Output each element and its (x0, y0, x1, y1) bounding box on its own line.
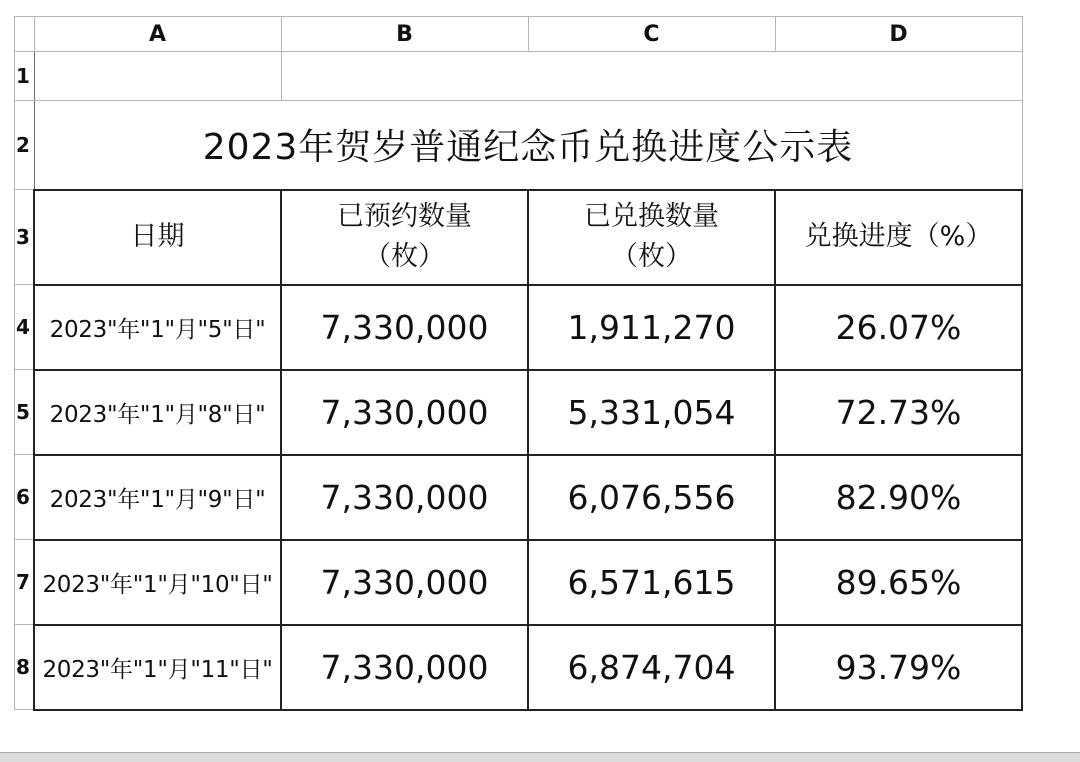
reserved-cell[interactable]: 7,330,000 (281, 285, 528, 370)
reserved-cell[interactable]: 7,330,000 (281, 625, 528, 710)
row-header-4[interactable]: 4 (15, 285, 35, 370)
column-header-c[interactable]: C (528, 17, 775, 52)
date-cell[interactable]: 2023"年"1"月"8"日" (34, 370, 281, 455)
header-reserved-cell[interactable] (281, 190, 528, 285)
row-header-6[interactable]: 6 (15, 455, 35, 540)
header-reserved-unit: （枚） (364, 241, 445, 272)
header-progress-cell[interactable] (775, 190, 1022, 285)
reserved-cell[interactable]: 7,330,000 (281, 370, 528, 455)
header-exchanged-label: 已兑换数量 (584, 201, 719, 232)
header-date-label: 日期 (130, 221, 185, 252)
date-cell[interactable]: 2023"年"1"月"5"日" (34, 285, 281, 370)
header-exchanged-cell[interactable] (528, 190, 775, 285)
row-header-3[interactable]: 3 (15, 190, 35, 285)
exchanged-cell[interactable]: 6,874,704 (528, 625, 775, 710)
exchanged-cell[interactable]: 6,076,556 (528, 455, 775, 540)
column-header-a[interactable]: A (34, 17, 281, 52)
header-exchanged-unit: （枚） (611, 241, 692, 272)
header-reserved-label: 已预约数量 (337, 201, 472, 232)
cell-b1[interactable] (281, 52, 1022, 101)
row-header-1[interactable]: 1 (15, 52, 35, 101)
date-cell[interactable]: 2023"年"1"月"11"日" (34, 625, 281, 710)
select-all-corner[interactable] (15, 17, 35, 52)
progress-cell[interactable]: 72.73% (775, 370, 1022, 455)
progress-cell[interactable]: 82.90% (775, 455, 1022, 540)
reserved-cell[interactable]: 7,330,000 (281, 540, 528, 625)
exchanged-cell[interactable]: 5,331,054 (528, 370, 775, 455)
exchanged-cell[interactable]: 1,911,270 (528, 285, 775, 370)
column-header-d[interactable]: D (775, 17, 1022, 52)
exchanged-cell[interactable]: 6,571,615 (528, 540, 775, 625)
progress-cell[interactable]: 26.07% (775, 285, 1022, 370)
spreadsheet (14, 16, 1023, 711)
column-header-b[interactable]: B (281, 17, 528, 52)
row-header-5[interactable]: 5 (15, 370, 35, 455)
date-cell[interactable]: 2023"年"1"月"9"日" (34, 455, 281, 540)
progress-cell[interactable]: 89.65% (775, 540, 1022, 625)
header-date-cell[interactable] (34, 190, 281, 285)
spreadsheet-grid (14, 16, 1023, 711)
row-header-7[interactable]: 7 (15, 540, 35, 625)
row-header-2[interactable]: 2 (15, 101, 35, 190)
date-cell[interactable]: 2023"年"1"月"10"日" (34, 540, 281, 625)
cell-a1[interactable] (34, 52, 281, 101)
header-progress-label: 兑换进度（%） (804, 221, 993, 252)
table-title-cell[interactable]: 2023年贺岁普通纪念币兑换进度公示表 (34, 101, 1022, 190)
reserved-cell[interactable]: 7,330,000 (281, 455, 528, 540)
row-header-8[interactable]: 8 (15, 625, 35, 710)
progress-cell[interactable]: 93.79% (775, 625, 1022, 710)
